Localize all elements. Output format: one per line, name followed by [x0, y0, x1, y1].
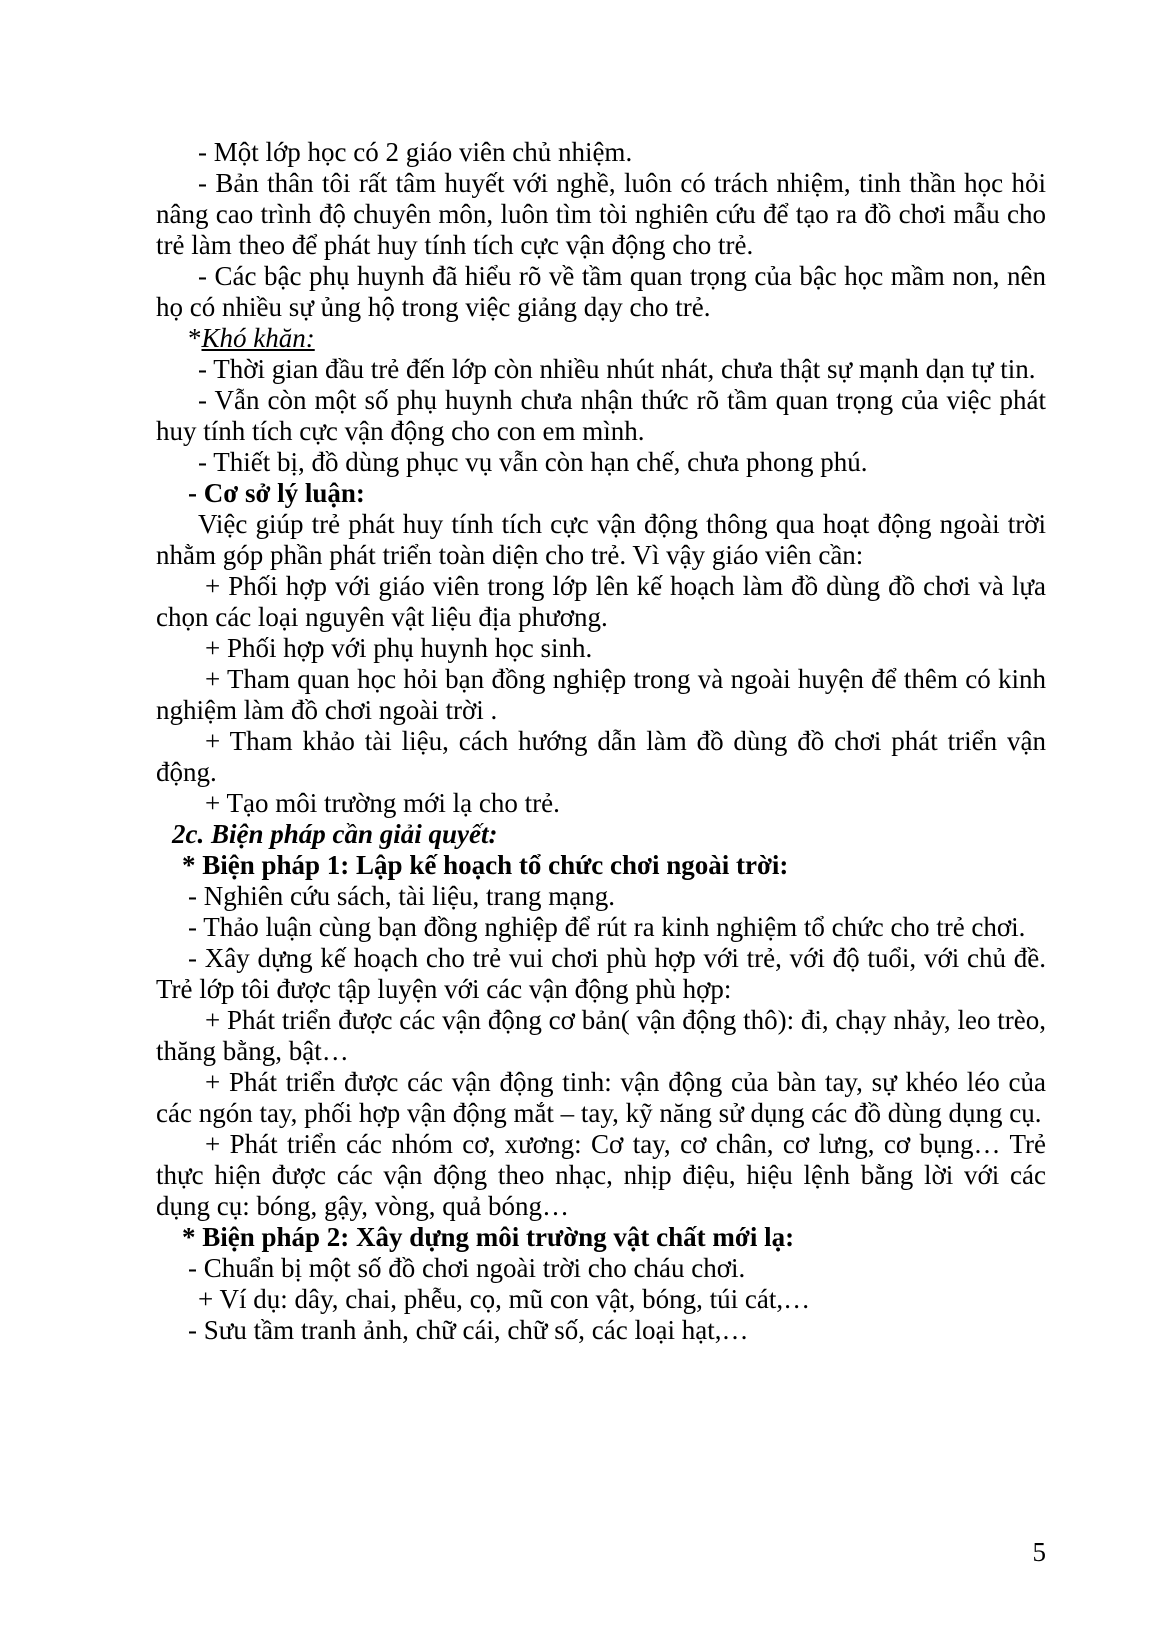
paragraph: + Ví dụ: dây, chai, phễu, cọ, mũ con vật, bóng, túi cát,… — [198, 1284, 811, 1314]
paragraph: - Bản thân tôi rất tâm huyết với nghề, luôn có trách nhiệm, tinh thần học hỏi nâng cao trình độ chuyên môn, luôn tìm tòi nghiên cứu để tạo ra đồ chơi mẫu cho trẻ làm theo để phát huy tính tích cực vận động cho trẻ. — [156, 168, 1046, 260]
paragraph: 2c. Biện pháp cần giải quyết: — [172, 819, 498, 849]
paragraph: * Biện pháp 2: Xây dựng môi trường vật chất mới lạ: — [182, 1222, 795, 1252]
paragraph: + Phát triển được các vận động tinh: vận động của bàn tay, sự khéo léo của các ngón tay, phối hợp vận động mắt – tay, kỹ năng sử dụng các đồ dùng dụng cụ. — [156, 1067, 1046, 1128]
paragraph: + Tham khảo tài liệu, cách hướng dẫn làm đồ dùng đồ chơi phát triển vận động. — [156, 726, 1046, 787]
paragraph: + Tạo môi trường mới lạ cho trẻ. — [205, 788, 560, 818]
paragraph: - Sưu tầm tranh ảnh, chữ cái, chữ số, các loại hạt,… — [188, 1315, 749, 1345]
paragraph: + Phối hợp với giáo viên trong lớp lên kế hoạch làm đồ dùng đồ chơi và lựa chọn các loại nguyên vật liệu địa phương. — [156, 571, 1046, 632]
paragraph: - Các bậc phụ huynh đã hiểu rõ về tầm quan trọng của bậc học mầm non, nên họ có nhiều sự ủng hộ trong việc giảng dạy cho trẻ. — [156, 261, 1046, 322]
paragraph: - Nghiên cứu sách, tài liệu, trang mạng. — [188, 881, 616, 911]
paragraph: + Phát triển được các vận động cơ bản( vận động thô): đi, chạy nhảy, leo trèo, thăng bằng, bật… — [156, 1005, 1046, 1066]
page-number: 5 — [1032, 1537, 1046, 1567]
paragraph: - Xây dựng kế hoạch cho trẻ vui chơi phù hợp với trẻ, với độ tuổi, với chủ đề. Trẻ lớp tôi được tập luyện với các vận động phù hợp: — [156, 943, 1046, 1004]
paragraph: + Phát triển các nhóm cơ, xương: Cơ tay, cơ chân, cơ lưng, cơ bụng… Trẻ thực hiện được các vận động theo nhạc, nhịp điệu, hiệu lệnh bằng lời với các dụng cụ: bóng, gậy, vòng, quả bóng… — [156, 1129, 1046, 1221]
paragraph: - Cơ sở lý luận: — [188, 478, 365, 508]
paragraph: * Biện pháp 1: Lập kế hoạch tổ chức chơi ngoài trời: — [182, 850, 789, 880]
text-run: Khó khăn: — [201, 323, 315, 353]
paragraph — [156, 323, 1046, 354]
paragraph: + Tham quan học hỏi bạn đồng nghiệp trong và ngoài huyện để thêm có kinh nghiệm làm đồ chơi ngoài trời . — [156, 664, 1046, 725]
paragraph: - Thảo luận cùng bạn đồng nghiệp để rút ra kinh nghiệm tổ chức cho trẻ chơi. — [188, 912, 1026, 942]
paragraph: - Một lớp học có 2 giáo viên chủ nhiệm. — [198, 137, 633, 167]
paragraph: + Phối hợp với phụ huynh học sinh. — [205, 633, 593, 663]
paragraph: - Chuẩn bị một số đồ chơi ngoài trời cho cháu chơi. — [188, 1253, 746, 1283]
text-run: * — [188, 323, 202, 353]
paragraph: - Thời gian đầu trẻ đến lớp còn nhiều nhút nhát, chưa thật sự mạnh dạn tự tin. — [198, 354, 1036, 384]
paragraph: Việc giúp trẻ phát huy tính tích cực vận động thông qua hoạt động ngoài trời nhằm góp phần phát triển toàn diện cho trẻ. Vì vậy giáo viên cần: — [156, 509, 1046, 570]
paragraph: - Vẫn còn một số phụ huynh chưa nhận thức rõ tầm quan trọng của việc phát huy tính tích cực vận động cho con em mình. — [156, 385, 1046, 446]
paragraph: - Thiết bị, đồ dùng phục vụ vẫn còn hạn chế, chưa phong phú. — [198, 447, 868, 477]
document-body — [156, 137, 1046, 1346]
